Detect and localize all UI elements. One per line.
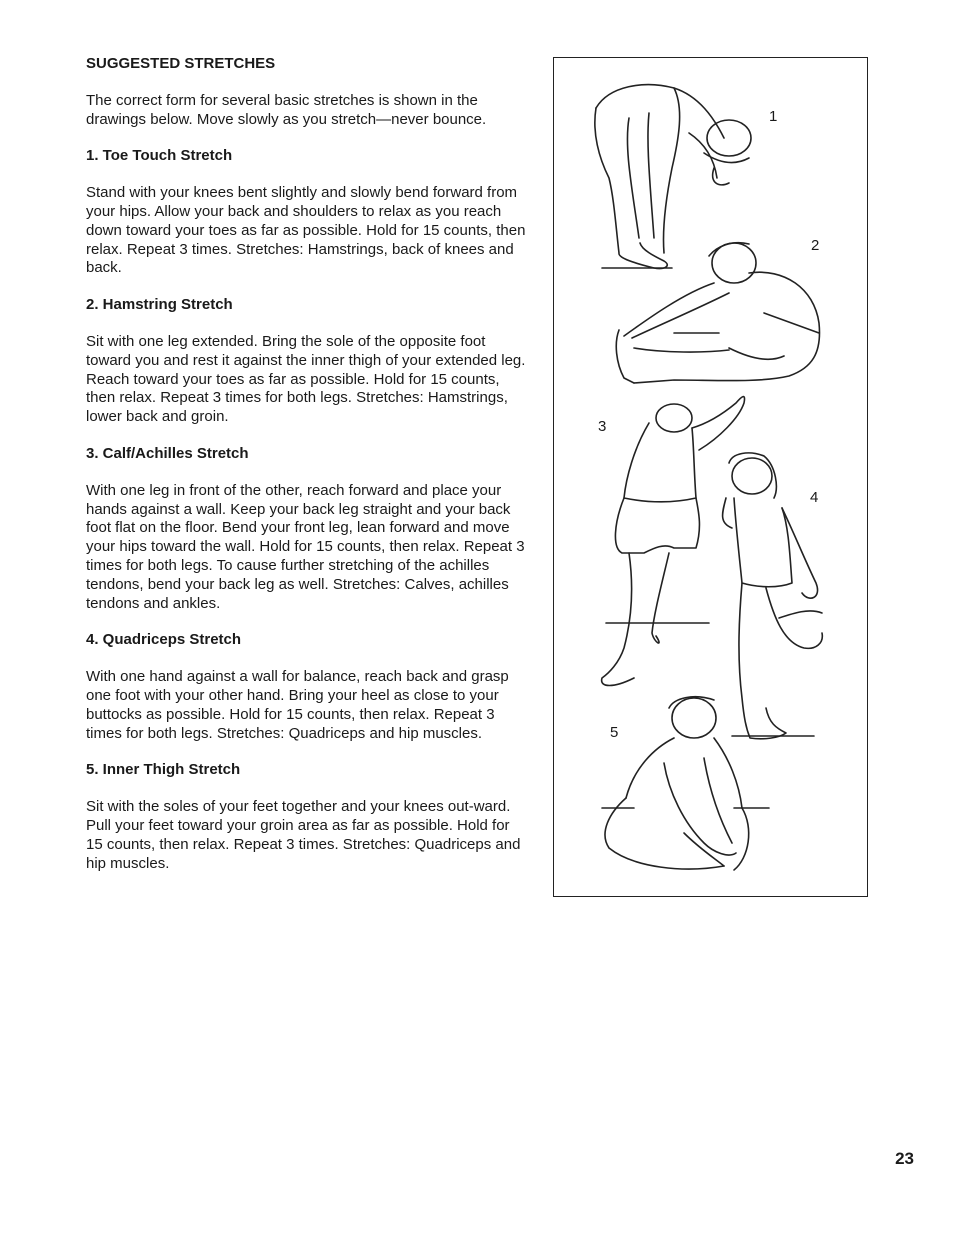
page-title: SUGGESTED STRETCHES (86, 55, 276, 72)
figure-label-4: 4 (810, 489, 819, 506)
toe-touch-illustration (595, 85, 751, 269)
stretch-body-hamstring: Sit with one leg extended. Bring the sole of the opposite foot toward you and rest it against the inner thigh of your extended leg. Reach toward your toes as far as possible. Hold for 15 counts, then relax. Repeat 3 times for both legs. Stretches: Hamstrings, lower back and groin. (86, 332, 526, 426)
calf-achilles-stretch-illustration (602, 397, 745, 686)
figure-label-3: 3 (598, 418, 607, 435)
stretch-heading-calf-achilles: 3. Calf/Achilles Stretch (86, 444, 249, 462)
figure-label-5: 5 (610, 724, 619, 741)
stretch-body-quadriceps: With one hand against a wall for balance, reach back and grasp one foot with your other hand. Bring your heel as close to your buttocks as possible. Hold for 15 counts, then relax. Repeat 3 times for both legs. Stretches: Quadriceps and hip muscles. (86, 668, 509, 742)
stretch-heading-inner-thigh: 5. Inner Thigh Stretch (86, 761, 241, 779)
stretch-body-calf-achilles: With one leg in front of the other, reach forward and place your hands against a wall. Keep your back leg straight and your back foot flat on the floor. Bend your front leg, lean forward and move your hips toward the wall. Hold for 15 counts, then relax. Repeat 3 times for both legs. To cause further stretching of the achilles tendons, bend your back leg as well. Stretches: Calves, achilles tendons and ankles. (86, 481, 525, 612)
figure-label-2: 2 (811, 237, 820, 254)
intro-paragraph: The correct form for several basic stretches is shown in the drawings below. Move slowly as you stretch—never bounce. (86, 91, 487, 128)
stretch-body-inner-thigh: Sit with the soles of your feet together and your knees out-ward. Pull your feet toward your groin area as far as possible. Hold for 15 counts, then relax. Repeat 3 times. Stretches: Quadriceps and hip muscles. (86, 798, 521, 872)
stretch-heading-hamstring: 2. Hamstring Stretch (86, 296, 233, 314)
stretch-body-toe-touch: Stand with your knees bent slightly and slowly bend forward from your hips. Allow your back and shoulders to relax as you reach down toward your toes as far as possible. Hold for 15 counts, then relax. Repeat 3 times. Stretches: Hamstrings, back of knees and back. (86, 184, 526, 277)
stretch-illustrations-panel (553, 57, 868, 897)
figure-label-1: 1 (769, 108, 778, 125)
page-number: 23 (895, 1149, 914, 1168)
text-column (86, 55, 526, 891)
stretch-heading-quadriceps: 4. Quadriceps Stretch (86, 631, 242, 649)
hamstring-stretch-illustration (616, 243, 819, 383)
stretch-heading-toe-touch: 1. Toe Touch Stretch (86, 147, 233, 165)
inner-thigh-stretch-illustration (602, 697, 769, 870)
quadriceps-stretch-illustration (723, 453, 823, 739)
